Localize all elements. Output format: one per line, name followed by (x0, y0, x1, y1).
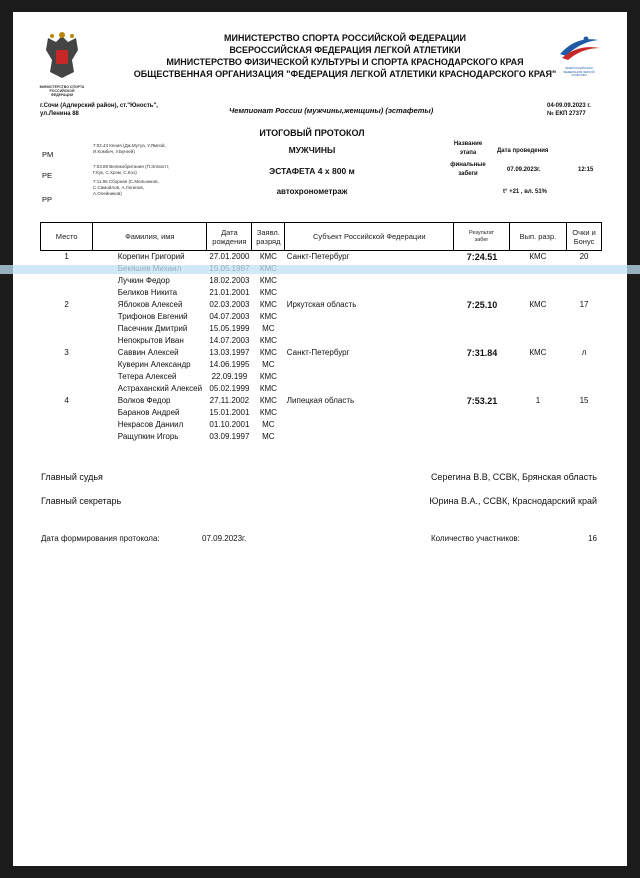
record-pm-line-1: 7:02.43 Кения (Дж.Мутуа, У.Ямпой, (93, 143, 166, 148)
gender-title: МУЖЧИНЫ (288, 145, 336, 155)
row-completed-rank (509, 323, 566, 335)
row-completed-rank: КМС (529, 300, 547, 309)
row-completed-rank (509, 407, 566, 419)
col-result-header (454, 223, 509, 251)
row-region (285, 359, 454, 371)
table-header-row (41, 223, 602, 251)
row-declared-rank: КМС (259, 312, 277, 321)
row-points (567, 431, 602, 443)
row-place (41, 311, 93, 323)
ministry-logo-caption: МИНИСТЕРСТВО СПОРТА РОССИЙСКОЙ ФЕДЕРАЦИИ (39, 85, 85, 97)
record-pe-line-2: Г.Кук, С.Хрэм, С.Коэ) (93, 170, 137, 175)
table-row (41, 383, 602, 395)
row-birth-date: 15.05.1999 (209, 324, 250, 333)
row-athlete-name: Корепин Григорий (117, 252, 185, 261)
table-row (41, 347, 602, 359)
row-region (285, 287, 454, 299)
chief-judge-value: Серегина В.В, ССВК, Брянская область (430, 472, 597, 482)
record-code-pm: PM (42, 150, 54, 159)
record-code-pp: PP (42, 195, 53, 204)
row-place (41, 323, 93, 335)
row-declared-rank: КМС (259, 348, 277, 357)
col-dob-header-line-2: рождения (212, 236, 247, 246)
row-birth-date: 01.10.2001 (209, 420, 250, 429)
row-athlete-name: Лучкин Федор (117, 276, 170, 285)
record-pm-line-2: И.Комбич, У.Бунгей) (93, 149, 135, 154)
row-birth-date: 13.03.1997 (209, 348, 250, 357)
row-declared-rank: КМС (259, 288, 277, 297)
row-athlete-name: Некрасов Даниил (117, 420, 184, 429)
row-declared-rank: МС (262, 324, 275, 333)
row-completed-rank (509, 335, 566, 347)
row-points (567, 371, 602, 383)
row-region (285, 431, 454, 443)
record-pp-line-2: С.Самойлов, А.Логинов, (93, 185, 144, 190)
row-points (567, 287, 602, 299)
time-value: 12:15 (578, 167, 594, 173)
row-result: 7:24.51 (466, 252, 498, 262)
stage-label-line-2: этапа (459, 150, 477, 156)
row-result (454, 359, 509, 371)
record-pe-line-1: 7:03.89 Великобритания (П.Эллиотт, (93, 164, 170, 169)
row-birth-date: 27.01.2000 (209, 252, 250, 261)
row-completed-rank: КМС (529, 252, 547, 261)
row-region: Липецкая область (286, 396, 355, 405)
header-federation: ВСЕРОССИЙСКАЯ ФЕДЕРАЦИЯ ЛЕГКОЙ АТЛЕТИКИ (229, 45, 461, 55)
col-name-header: Фамилия, имя (93, 223, 207, 251)
record-pp-line-3: А.Олейников) (93, 191, 122, 196)
header-ministry-sport: МИНИСТЕРСТВО СПОРТА РОССИЙСКОЙ ФЕДЕРАЦИИ (224, 33, 466, 43)
row-region (285, 371, 454, 383)
table-row (41, 287, 602, 299)
row-athlete-name: Куверин Александр (117, 360, 191, 369)
col-points-header-line-1: Очки и (572, 227, 596, 237)
col-rank-header-line-2: разряд (256, 236, 281, 246)
chief-secretary-label: Главный секретарь (41, 496, 122, 506)
stage-label-line-1: Название (453, 141, 483, 147)
row-result (454, 311, 509, 323)
row-place (41, 335, 93, 347)
row-place (41, 275, 93, 287)
protocol-formed-value: 07.09.2023г. (202, 534, 247, 543)
row-declared-rank: КМС (259, 396, 277, 405)
row-completed-rank (509, 383, 566, 395)
row-result (454, 407, 509, 419)
row-result: 7:53.21 (466, 396, 498, 406)
row-result (454, 383, 509, 395)
table-row (41, 371, 602, 383)
header-public-organization: ОБЩЕСТВЕННАЯ ОРГАНИЗАЦИЯ "ФЕДЕРАЦИЯ ЛЕГКОЙ АТЛЕТИКИ КРАСНОДАРСКОГО КРАЯ" (133, 69, 557, 79)
row-athlete-name: Ращупкин Игорь (117, 432, 179, 441)
row-points (567, 383, 602, 395)
timing-type: автохронометраж (276, 187, 348, 196)
weather: t° +21 , вл. 51% (503, 189, 548, 195)
row-declared-rank: КМС (259, 252, 277, 261)
row-points (567, 275, 602, 287)
row-region (285, 311, 454, 323)
date-label: Дата проведения (497, 148, 549, 154)
row-completed-rank (509, 419, 566, 431)
row-region (285, 323, 454, 335)
protocol-title: ИТОГОВЫЙ ПРОТОКОЛ (259, 128, 365, 138)
row-completed-rank (509, 359, 566, 371)
ekp-number: № ЕКП 27377 (547, 111, 586, 117)
row-place (41, 419, 93, 431)
venue-line-1: г.Сочи (Адлерский район), ст."Юность", (40, 103, 158, 109)
row-place (41, 287, 93, 299)
row-birth-date: 27.11.2002 (209, 396, 250, 405)
col-rank-header (252, 223, 285, 251)
col-place-header: Место (41, 223, 93, 251)
table-row (41, 323, 602, 335)
row-result (454, 323, 509, 335)
row-declared-rank: МС (262, 420, 275, 429)
row-place: 3 (64, 348, 69, 357)
participants-count-label: Количество участников: (431, 534, 520, 543)
row-birth-date: 15.01.2001 (209, 408, 250, 417)
row-place (41, 431, 93, 443)
table-row (41, 251, 602, 264)
row-place (41, 359, 93, 371)
row-completed-rank: КМС (529, 348, 547, 357)
row-athlete-name: Волков Федор (117, 396, 171, 405)
col-dob-header-line-1: Дата (221, 227, 238, 237)
row-result: 7:31.84 (466, 348, 498, 358)
protocol-page (13, 12, 627, 866)
row-completed-rank (509, 371, 566, 383)
table-row (41, 275, 602, 287)
participants-count-value: 16 (588, 534, 597, 543)
col-result-header-line-2: забег (474, 236, 489, 243)
row-birth-date: 03.09.1997 (209, 432, 250, 441)
row-completed-rank: 1 (535, 396, 541, 405)
row-birth-date: 18.02.2003 (209, 276, 250, 285)
row-region (285, 335, 454, 347)
row-birth-date: 14.07.2003 (209, 336, 250, 345)
row-athlete-name: Тетера Алексей (117, 372, 177, 381)
row-result: 7:25.10 (466, 300, 498, 310)
col-points-header (567, 223, 602, 251)
row-result (454, 419, 509, 431)
row-athlete-name: Астраханский Алексей (117, 384, 203, 393)
venue-line-2: ул.Ленина 88 (40, 111, 79, 117)
row-birth-date: 04.07.2003 (209, 312, 250, 321)
row-result (454, 371, 509, 383)
row-completed-rank (509, 311, 566, 323)
row-birth-date: 21.01.2001 (209, 288, 250, 297)
row-birth-date: 22.09.199 (211, 372, 248, 381)
row-points (567, 323, 602, 335)
row-declared-rank: КМС (259, 384, 277, 393)
col-points-header-line-2: Бонус (573, 236, 595, 246)
row-athlete-name: Беликов Никита (117, 288, 178, 297)
row-place: 2 (64, 300, 69, 309)
row-birth-date: 05.02.1999 (209, 384, 250, 393)
row-points: л (581, 348, 587, 357)
row-points: 17 (579, 300, 589, 309)
record-pp-line-1: 7:11.96 Сборная (С.Мельников, (93, 179, 159, 184)
row-region (285, 383, 454, 395)
col-dob-header (207, 223, 252, 251)
table-row (41, 299, 602, 311)
row-region (285, 407, 454, 419)
row-result (454, 431, 509, 443)
row-region (285, 419, 454, 431)
results-table (40, 222, 602, 443)
table-row (41, 311, 602, 323)
table-row (41, 419, 602, 431)
row-athlete-name: Баранов Андрей (117, 408, 180, 417)
row-points (567, 359, 602, 371)
stage-value-line-1: финальные (450, 162, 486, 168)
championship-title: Чемпионат России (мужчины,женщины) (эстафеты) (229, 106, 434, 115)
row-completed-rank (509, 275, 566, 287)
row-declared-rank: КМС (259, 300, 277, 309)
table-row (41, 359, 602, 371)
row-points: 15 (579, 396, 589, 405)
row-region: Санкт-Петербург (286, 348, 350, 357)
row-points (567, 407, 602, 419)
table-row (41, 335, 602, 347)
row-completed-rank (509, 431, 566, 443)
row-points (567, 335, 602, 347)
row-declared-rank: КМС (259, 408, 277, 417)
row-points (567, 419, 602, 431)
stage-value (443, 162, 493, 178)
col-region-header: Субъект Российской Федерации (285, 223, 454, 251)
row-athlete-name: Непокрытов Иван (117, 336, 184, 345)
athletics-logo-caption: ВСЕРОССИЙСКАЯ ФЕДЕРАЦИЯ ЛЕГКОЙ АТЛЕТИКИ (563, 66, 595, 77)
header-krasnodar-ministry: МИНИСТЕРСТВО ФИЗИЧЕСКОЙ КУЛЬТУРЫ И СПОРТА КРАСНОДАРСКОГО КРАЯ (166, 57, 524, 67)
table-row (41, 431, 602, 443)
row-birth-date: 14.06.1995 (209, 360, 250, 369)
row-place (41, 371, 93, 383)
row-athlete-name: Пасечник Дмитрий (117, 324, 188, 333)
row-birth-date: 02.03.2003 (209, 300, 250, 309)
stage-value-line-2: забеги (458, 171, 478, 177)
row-place: 1 (64, 252, 69, 261)
stage-label (443, 141, 493, 157)
row-region (285, 275, 454, 287)
chief-secretary-value: Юрина В.А., ССВК, Краснодарский край (429, 496, 597, 506)
col-rank-header-line-1: Заявл. (256, 227, 280, 237)
row-region: Иркутская область (286, 300, 357, 309)
row-declared-rank: КМС (259, 336, 277, 345)
row-result (454, 287, 509, 299)
row-place: 4 (64, 396, 69, 405)
col-result-header-line-1: Результат (469, 229, 495, 236)
row-place (41, 383, 93, 395)
chief-judge-label: Главный судья (41, 472, 103, 482)
row-points: 20 (579, 252, 589, 261)
row-result (454, 275, 509, 287)
row-place (41, 407, 93, 419)
row-points (567, 311, 602, 323)
row-completed-rank (509, 287, 566, 299)
row-athlete-name: Яблоков Алексей (117, 300, 183, 309)
row-region: Санкт-Петербург (286, 252, 350, 261)
row-result (454, 335, 509, 347)
record-code-pe: PE (42, 171, 53, 180)
row-declared-rank: МС (262, 360, 275, 369)
protocol-formed-label: Дата формирования протокола: (41, 534, 160, 543)
discipline-title: ЭСТАФЕТА 4 х 800 м (269, 166, 355, 176)
col-completed-header: Вып. разр. (509, 223, 566, 251)
row-selection-highlight (0, 265, 640, 274)
date-value: 07.09.2023г. (507, 167, 541, 173)
table-row (41, 407, 602, 419)
table-row (41, 395, 602, 407)
row-declared-rank: КМС (259, 372, 277, 381)
event-dates: 04-09.09.2023 г. (547, 103, 591, 109)
row-declared-rank: МС (262, 432, 275, 441)
row-declared-rank: КМС (259, 276, 277, 285)
row-athlete-name: Саввин Алексей (117, 348, 179, 357)
row-athlete-name: Трифонов Евгений (117, 312, 188, 321)
